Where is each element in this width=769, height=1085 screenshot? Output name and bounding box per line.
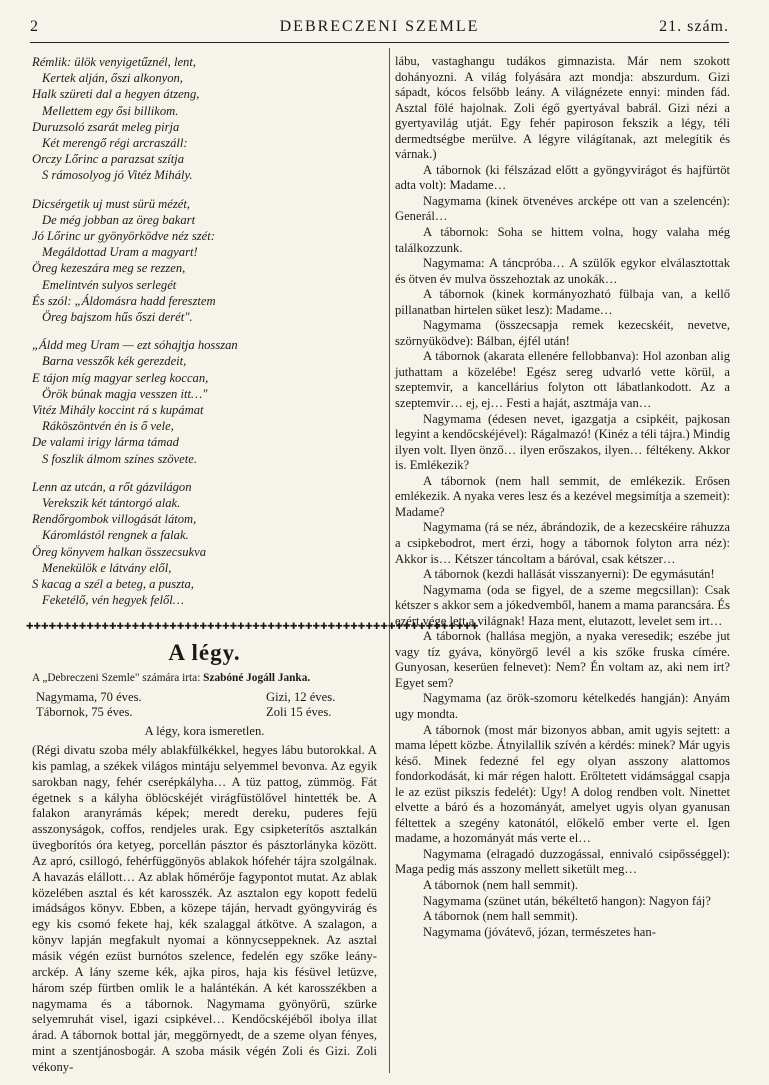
dialogue-paragraph: Nagymama (kinek ötvenéves arcképe ott van a szelencén): Generál… [395, 193, 730, 224]
poem-line: Rémlik: ülök venyigetűznél, lent, [32, 55, 197, 69]
poem-line: Öreg könyvem halkan összecsukva [32, 544, 207, 559]
stage-directions: (Régi divatu szoba mély ablakfülkékkel, hegyes lábu butorokkal. A kis pamlag, a székek világos mintáju selyemmel bevonva. Az egyik sarokban nagy, fehér cserépkályha… A tüz pattog, zümmög. Fát égetnek s a kályha öblöcskéjét virágfüstölővel hintették be. A falakon aranyrámás képek; meredt dereku, puderes fejü asszonyságok, coffos, rendjeles urak. Egy csipketerítős asztalkán üvegborítós óra ketyeg, porcellán pásztor és pásztorlányka között. Az apró, csillogó, fehérfüggönyös ablakok hófehér tájra szolgálnak. A havazás elállott… Az ablak hőmérője fagypontot mutat. Az ablak közelében asztal és két karosszék. Az asztalon egy kopott fedelü imádságos könyv. Ebben, a közepe táján, hervadt gyöngyvirág és egy kis csomó fekete haj, kék szalaggal átkötve. A szalagon, a könyv lapján megfakult nyomai a könnycseppeknek. Az asztal másik végén ezüst burnótos szelence, fedelén egy szőke leány-arckép. A lány szeme kék, ajka piros, haja kis fésüvel letüzve, három szép fürtben omlik le a halántékán. A két karosszékben a nagymama és a tábornok. Nagymama gyönyörü, szürke selyemruhát visel, igazi csipkével… Kendőcskéjéből ibolya illat árad. A tábornok bottal jár, meggörnyedt, de a szeme olyan fényes, mint a szentjánosbogár. A szoba másik végén Zoli és Gizi. Zoli vékony- [32, 743, 377, 1074]
cast-entry: Nagymama, 70 éves. [36, 689, 142, 704]
poem-line: E tájon míg magyar serleg koccan, [32, 370, 209, 385]
dialogue-paragraph: Nagymama (szünet után, békéltető hangon): Nagyon fáj? [423, 893, 711, 908]
poem-line: Kertek alján, őszi alkonyon, [42, 71, 183, 86]
poem-line: Feketélő, vén hegyek felől… [42, 593, 184, 608]
dialogue-paragraph: A tábornok (ki félszázad előtt a gyöngyvirágot és hajfürtöt adta volt): Madame… [395, 162, 730, 193]
poem-line: Duruzsoló zsarát meleg pirja [32, 119, 180, 134]
dialogue-paragraph: Nagymama (oda se figyel, de a szeme megcsillan): Csak kétszer s akkor sem a jókedvemből, hanem a mama parancsára. És ezért vége lett a világnak! Haza ment, elutazott, levelet sem irt… [395, 582, 731, 628]
poem-line: És szól: „Áldomásra hadd feresztem [32, 293, 216, 308]
poem-line: Verekszik két tántorgó alak. [42, 496, 181, 511]
poem-line: Emelintvén sulyos serlegét [42, 277, 177, 292]
dialogue-paragraph: A tábornok (kinek kormányozható fülbaja van, a kellő pillanatban hirtelen süket lesz): Madame… [395, 287, 730, 317]
cast-entry: Zoli 15 éves. [266, 705, 332, 719]
poem-line: Menekülök e látvány elől, [42, 560, 172, 575]
poem-line: S foszlik álmom színes szövete. [42, 451, 197, 466]
journal-title: DEBRECZENI SZEMLE [279, 18, 480, 35]
page-header [30, 18, 729, 40]
poem-stanza [32, 196, 377, 326]
left-column [26, 54, 479, 1076]
dialogue-paragraph: Nagymama (édesen nevet, igazgatja a csipkéit, pajkosan legyint a kendőcskéjével): Rágalmazó! (Kinéz a téli tájra.) Mindig ilyen volt. Ilyen önző… ilyen erőszakos, ilyen… féltékeny. Akkor is. Emlékezik? [395, 411, 730, 473]
page-number: 2 [30, 18, 38, 35]
poem-line: Orczy Lőrinc a parazsat szítja [32, 152, 185, 167]
poem-line: Megáldottad Uram a magyart! [42, 245, 198, 260]
poem-line: Halk szüreti dal a hegyen átzeng, [32, 87, 200, 102]
dialogue-paragraph: Nagymama (az örök-szomoru kételkedés hangján): Anyám ugy mondta. [395, 691, 730, 721]
right-column [395, 54, 730, 940]
poem-line: S kacag a szél a beteg, a puszta, [32, 577, 194, 592]
issue-number: 21. szám. [659, 18, 729, 35]
cast-list [32, 690, 377, 721]
play-subtitle [32, 672, 377, 684]
dialogue-paragraph: A tábornok (nem hall semmit, de emlékezik. Erősen emlékezik. A nyaka veres lesz és a kezével megsimítja a szemeit): Madame? [395, 473, 730, 519]
poem-line: Örök búnak magja vesszen itt…" [42, 386, 208, 401]
dialogue-paragraph: Nagymama: A táncpróba… A szülők egykor elválasztottak és ötven év mulva összehoztak az unokák… [395, 256, 730, 286]
play-title: A légy. [168, 639, 241, 665]
header-rule [30, 42, 729, 43]
poem-line: Rendőrgombok villogását látom, [32, 512, 197, 527]
play-author: Szabóné Jogáll Janka. [203, 671, 311, 684]
dialogue-paragraph: lábu, vastaghangu tudákos gimnazista. Már nem szokott dohányozni. A világ folyására azt mondja: abszurdum. Gizi sápadt, kócos felsőbb leány. A világnézete ennyi: minden fád. Asztal fölé hajolnak. Zoli égő gyertyával babrál. Gizi nézi a gyertyavilág utját. Egy fehér papiroson fekszik a légy, téli dermedtségbe merülve. A légyre világítanak, azt melegítik és várnak.) [395, 54, 730, 162]
poem-line: Vitéz Mihály koccint rá s kupámat [32, 403, 204, 418]
poem-line: De még jobban az öreg bakart [42, 212, 196, 227]
dialogue-paragraph: Nagymama (jóvátevő, józan, természetes han- [423, 924, 656, 939]
poem-line: Öreg bajszom hűs őszi derét". [42, 310, 193, 325]
poem-line: Lenn az utcán, a rőt gázvilágon [32, 479, 192, 494]
dialogue-paragraph: A tábornok (hallása megjön, a nyaka veresedik; eszébe jut vagy tíz gyáva, könyörgő levél a kis szőke fruska címére. Gunyosan, keserüen felnevet): Nem? Én voltam az, aki nem irt? Egyet sem? [395, 629, 730, 690]
dialogue-paragraph: A tábornok (nem hall semmit). [423, 877, 578, 892]
ornament-divider: ✚✚✚✚✚✚✚✚✚✚✚✚✚✚✚✚✚✚✚✚✚✚✚✚✚✚✚✚✚✚✚✚✚✚✚✚✚✚✚✚✚✚✚✚✚✚✚✚✚✚✚✚✚✚✚✚✚✚✚✚ [26, 620, 479, 631]
cast-entry: Tábornok, 75 éves. [36, 705, 133, 719]
poem-line: Dicsérgetik uj must sürü mézét, [32, 196, 190, 211]
poem [32, 54, 377, 609]
poem-line: Jó Lőrinc ur gyönyörködve néz szét: [32, 229, 215, 244]
cast-line: A légy, kora ismeretlen. [144, 723, 265, 738]
dialogue-paragraph: A tábornok (nem hall semmit). [423, 909, 578, 924]
poem-stanza [32, 54, 377, 184]
poem-line: Mellettem egy ősi billikom. [42, 103, 179, 118]
dialogue-paragraph: Nagymama (elragadó duzzogással, ennivaló csipősséggel): Maga pedig más asszony mellett siketült meg… [395, 846, 730, 877]
poem-line: De valami irigy lárma támad [32, 435, 179, 450]
cast-row [32, 690, 377, 706]
cast-entry: Gizi, 12 éves. [266, 689, 336, 704]
poem-line: Káromlástól rengnek a falak. [42, 528, 189, 543]
poem-line: Barna vesszők kék gerezdeit, [42, 354, 187, 369]
poem-line: „Áldd meg Uram — ezt sóhajtja hosszan [32, 338, 238, 353]
dialogue-paragraph: A tábornok (kezdi hallását visszanyerni): De egymásután! [423, 567, 715, 582]
column-divider [389, 48, 390, 1073]
poem-line: Öreg kezeszára meg se rezzen, [32, 261, 186, 276]
poem-stanza [32, 337, 377, 467]
dialogue-paragraph: A tábornok (akarata ellenére fellobbanva): Hol azonban alig juthattam a közelébe! Egész sereg udvarló vette körül, a szeptemvir, a kancellárius folyton ott lábatlankodott. Az a szeptemvir… ej, ej… Festi a haját, asztmája van… [395, 349, 730, 411]
dialogue-paragraph: Nagymama (rá se néz, ábrándozik, de a kezecskéire ráhuzza a csipkebodrot, mert érzi, hogy a tábornok folyton arra néz): Akkor is… Kétszer táncoltam a báróval, csak kétszer… [395, 520, 730, 566]
dialogue-paragraph: A tábornok: Soha se hittem volna, hogy valaha még találkozzunk. [395, 225, 730, 255]
poem-line: Két merengő régi arcraszáll: [42, 136, 188, 151]
dialogue-paragraph: Nagymama (összecsapja remek kezecskéit, nevetve, szörnyüködve): Bálban, éjfél után! [395, 318, 730, 348]
poem-stanza [32, 479, 377, 609]
poem-line: S rámosolyog jó Vitéz Mihály. [42, 168, 193, 183]
subtitle-prefix: A „Debreczeni Szemle" számára irta: [32, 671, 204, 684]
poem-line: Ráköszöntvén én is ő vele, [42, 419, 174, 434]
cast-row [32, 705, 377, 721]
dialogue-paragraph: A tábornok (most már bizonyos abban, amit ugyis sejtett: a mama lépett közbe. Átnyilallik szívén a kérdés: minek? Már ugyis késő. Minek fedezné fel egy olyan asszony alattomos fondorkodását, ki már régen halott. Erőltetett vidámsággal csapja le az ezüst pikszis fedelét): Ugy! A dolog rendben volt. Ninettet elvette a báró és a hozományát, amelyet ugyis olyan gyanusan féltettek a szegény katonától, előkelő ember verte el. Igen madame, a hozományát más verte el… [395, 722, 730, 846]
